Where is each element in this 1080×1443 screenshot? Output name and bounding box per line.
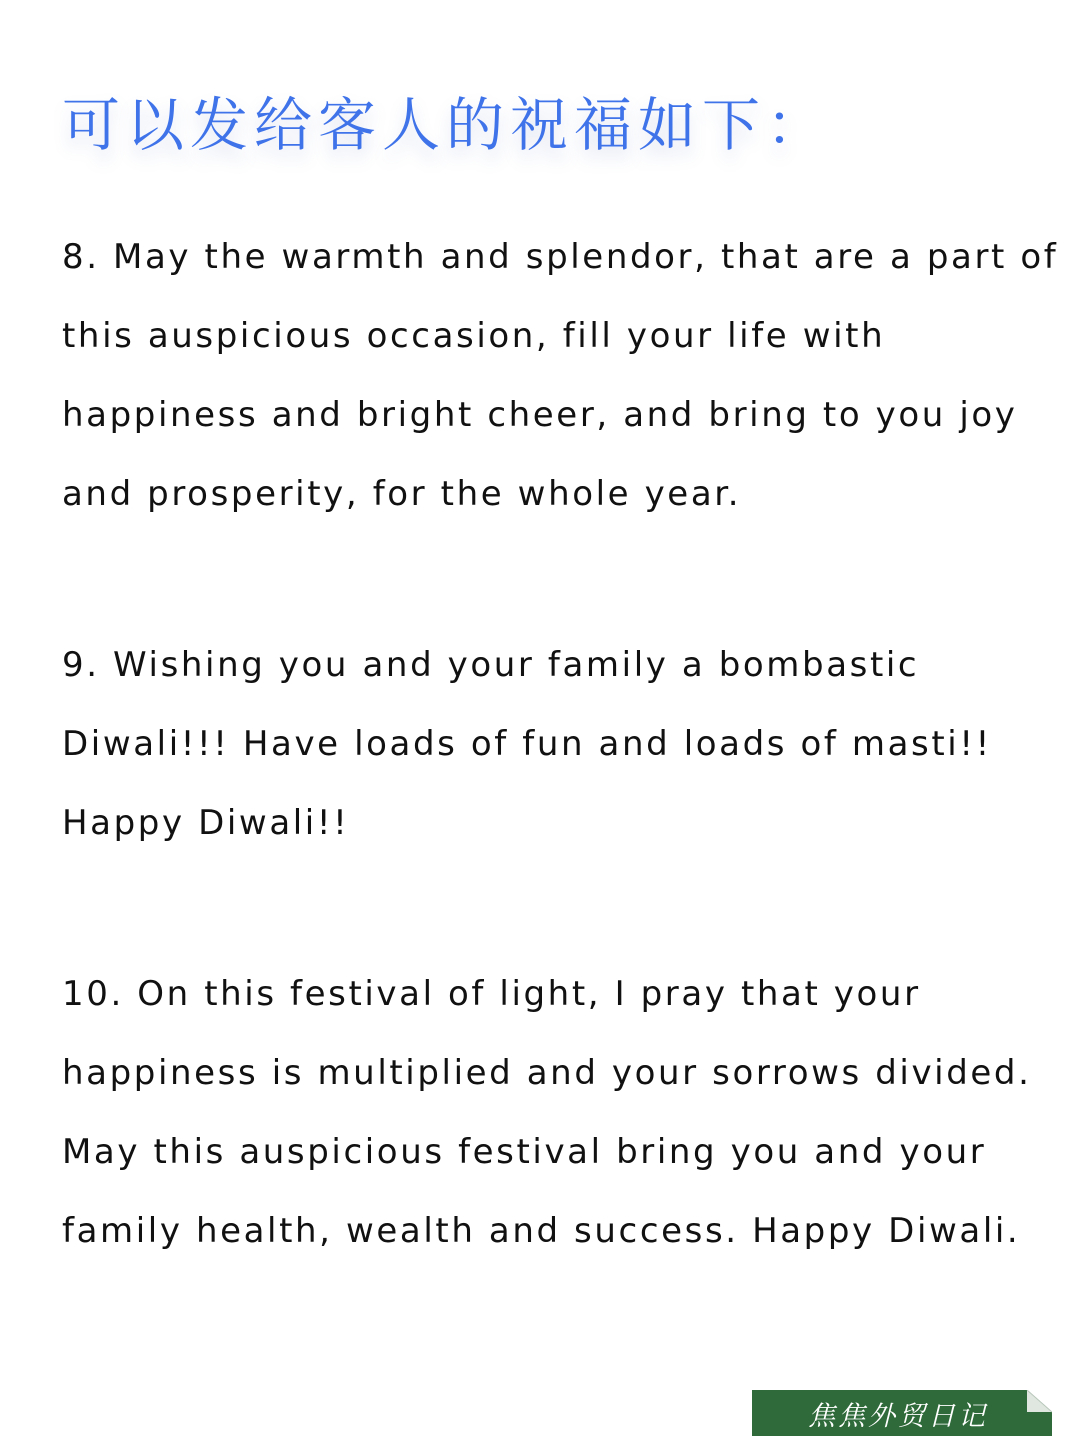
wish-line: this auspicious occasion, fill your life with	[62, 316, 886, 356]
wish-line: 9. Wishing you and your family a bombastic	[62, 645, 920, 685]
wish-line: May this auspicious festival bring you and your	[62, 1132, 987, 1172]
wish-line: family health, wealth and success. Happy Diwali.	[62, 1211, 1021, 1251]
wish-line: and prosperity, for the whole year.	[62, 474, 742, 514]
brand-label: 焦焦外贸日记	[808, 1401, 988, 1432]
wish-list	[62, 218, 1059, 1363]
wish-item-8	[62, 218, 1059, 534]
wish-line: Happy Diwali!!	[62, 803, 350, 843]
wish-line: happiness and bright cheer, and bring to you joy	[62, 395, 1018, 435]
wish-line: happiness is multiplied and your sorrows divided.	[62, 1053, 1032, 1093]
wish-line: 10. On this festival of light, I pray that your	[62, 974, 921, 1014]
page-title: 可以发给客人的祝福如下：	[62, 91, 831, 159]
brand-tag	[752, 1390, 1052, 1436]
wish-item-10	[62, 955, 1052, 1271]
wish-line: 8. May the warmth and splendor, that are a part of	[62, 237, 1059, 277]
wish-line: Diwali!!! Have loads of fun and loads of masti!!	[62, 724, 992, 764]
wish-item-9	[62, 626, 1052, 863]
